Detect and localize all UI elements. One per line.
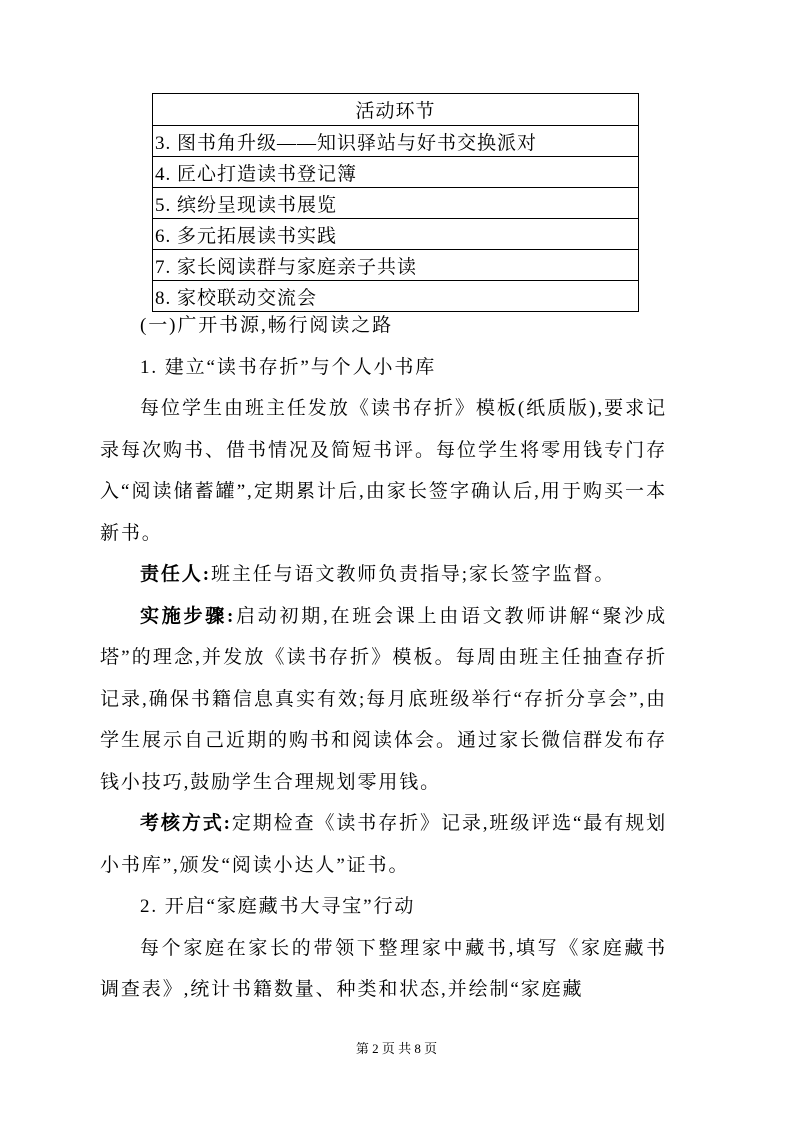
table-cell: 5. 缤纷呈现读书展览 (153, 188, 639, 219)
responsible-label: 责任人: (140, 564, 211, 585)
section-heading: (一)广开书源,畅行阅读之路 (140, 315, 394, 336)
table-cell: 4. 匠心打造读书登记簿 (153, 157, 639, 188)
table-row (153, 126, 639, 157)
paragraph-assessment (100, 803, 667, 886)
document-body (100, 305, 667, 1011)
paragraph-responsible (100, 554, 667, 596)
table-header-cell: 活动环节 (153, 94, 639, 126)
table-row (153, 188, 639, 219)
assessment-text: 定期检查《读书存折》记录,班级评选“最有规划小书库”,颁发“阅读小达人”证书。 (100, 813, 668, 876)
page-footer (0, 1038, 793, 1057)
paragraph-family: 每个家庭在家长的带领下整理家中藏书,填写《家庭藏书调查表》,统计书籍数量、种类和状态,并绘制“家庭藏 (100, 937, 667, 1000)
paragraph-steps (100, 596, 667, 804)
steps-text: 启动初期,在班会课上由语文教师讲解“聚沙成塔”的理念,并发放《读书存折》模板。每周由班主任抽查存折记录,确保书籍信息真实有效;每月底班级举行“存折分享会”,由学生展示自己近期的购书和阅读体会。通过家长微信群发布存钱小技巧,鼓励学生合理规划零用钱。 (100, 605, 667, 793)
table-row (153, 157, 639, 188)
item1-heading: 1. 建立“读书存折”与个人小书库 (140, 356, 437, 378)
table-cell: 6. 多元拓展读书实践 (153, 219, 639, 250)
steps-label: 实施步骤: (140, 605, 236, 627)
page-number: 第 2 页 共 8 页 (355, 1041, 438, 1056)
activity-table (152, 93, 639, 312)
table-cell: 3. 图书角升级——知识驿站与好书交换派对 (153, 126, 639, 157)
paragraph-intro: 每位学生由班主任发放《读书存折》模板(纸质版),要求记录每次购书、借书情况及简短书评。每位学生将零用钱专门存入“阅读储蓄罐”,定期累计后,由家长签字确认后,用于购买一本新书。 (100, 398, 667, 544)
table-row (153, 250, 639, 281)
item2-heading: 2. 开启“家庭藏书大寻宝”行动 (140, 896, 416, 917)
table-cell: 7. 家长阅读群与家庭亲子共读 (153, 250, 639, 281)
table-cell: 8. 家校联动交流会 (153, 281, 639, 312)
responsible-text: 班主任与语文教师负责指导;家长签字监督。 (210, 564, 616, 585)
assessment-label: 考核方式: (140, 813, 232, 834)
table-row (153, 219, 639, 250)
table-header-row (153, 94, 639, 126)
